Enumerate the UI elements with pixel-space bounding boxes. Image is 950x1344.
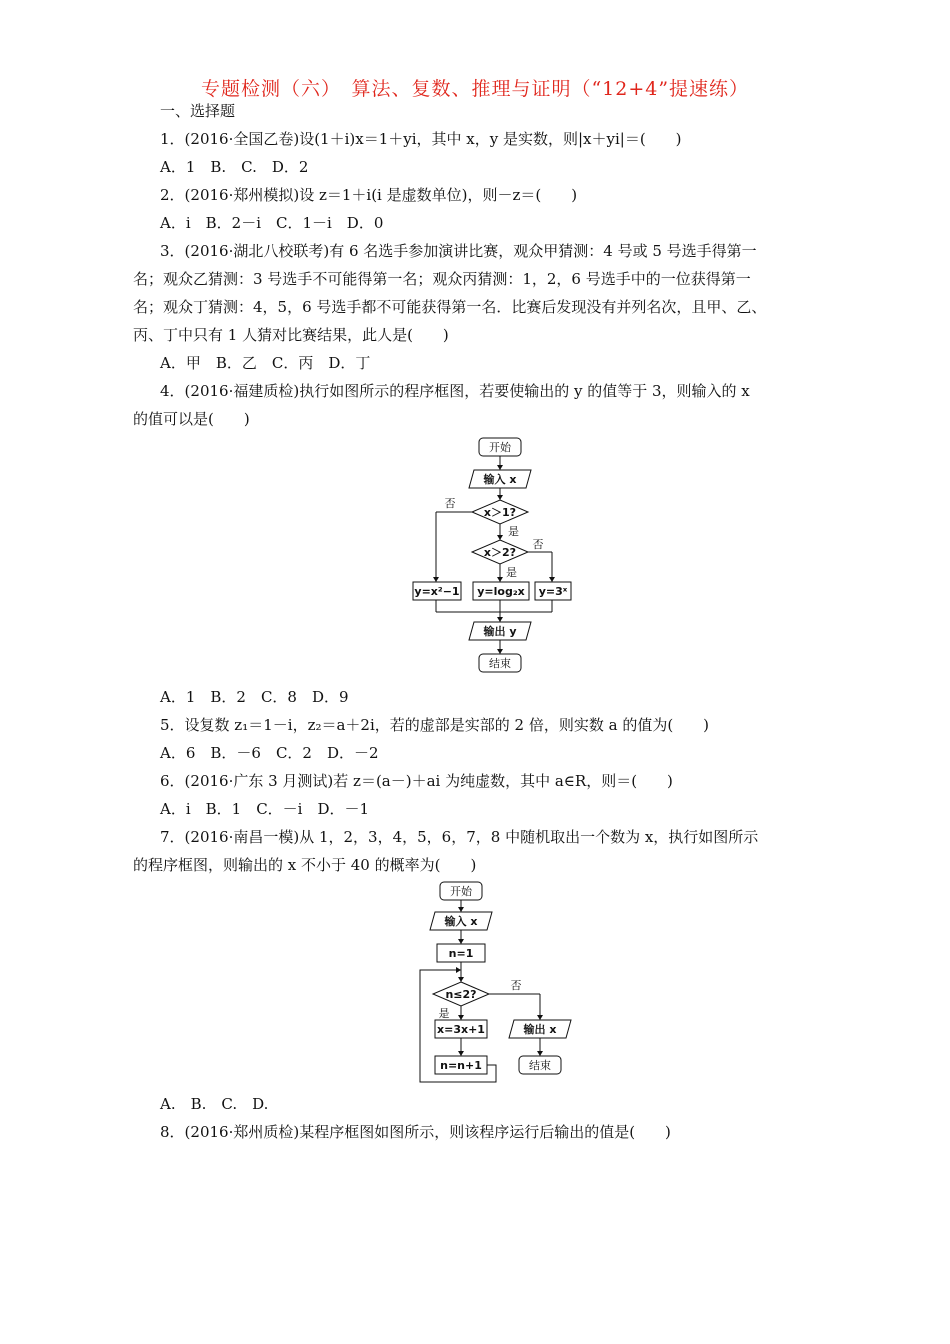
q8-stem: 8．(2016·郑州质检)某程序框图如图所示，则该程序运行后输出的值是( ) bbox=[160, 1123, 671, 1141]
q1-stem: 1．(2016·全国乙卷)设(1＋i)x＝1＋yi，其中 x，y 是实数，则|x＋yi|＝( ) bbox=[160, 130, 682, 148]
fc2-init-label: n=1 bbox=[448, 947, 474, 960]
fc2-cond-label: n≤2? bbox=[445, 988, 477, 1001]
fc2-no-label: 否 bbox=[510, 979, 522, 992]
q5-options: A．6 B．－6 C．2 D．－2 bbox=[160, 744, 379, 762]
q2-stem: 2．(2016·郑州模拟)设 z＝1＋i(i 是虚数单位)，则－z＝( ) bbox=[160, 186, 578, 204]
q4-stem-line2: 的值可以是( ) bbox=[133, 410, 250, 428]
page-title: 专题检测（六） 算法、复数、推理与证明（“12+4”提速练） bbox=[200, 78, 750, 100]
fc2-yes-label: 是 bbox=[438, 1007, 450, 1020]
q5-stem: 5．设复数 z₁＝1－i，z₂＝a＋2i，若的虚部是实部的 2 倍，则实数 a 的值为( ) bbox=[160, 716, 710, 734]
fc2-output-label: 输出 x bbox=[523, 1023, 557, 1036]
fc2-input-label: 输入 x bbox=[444, 915, 478, 928]
fc1-no-label-1: 否 bbox=[444, 497, 456, 510]
section-heading: 一、选择题 bbox=[160, 102, 236, 120]
fc1-box-right-label: y=3ˣ bbox=[538, 585, 568, 598]
flowchart-q7-diagram bbox=[410, 878, 580, 1088]
fc1-input-label: 输入 x bbox=[483, 473, 517, 486]
q7-stem-line1: 7．(2016·南昌一模)从 1，2，3，4，5，6，7，8 中随机取出一个数为 x，执行如图所示 bbox=[160, 828, 759, 846]
fc1-box-mid-label: y=log₂x bbox=[477, 585, 525, 598]
q7-options: A. B. C. D. bbox=[160, 1095, 269, 1113]
q3-stem-line2: 名；观众乙猜测：3 号选手不可能得第一名；观众丙猜测：1，2，6 号选手中的一位获得第一 bbox=[133, 270, 751, 288]
q3-options: A．甲 B．乙 C．丙 D．丁 bbox=[160, 354, 371, 372]
fc1-end-label: 结束 bbox=[489, 657, 511, 670]
fc1-no-label-2: 否 bbox=[532, 538, 544, 551]
q4-options: A．1 B．2 C．8 D．9 bbox=[160, 688, 349, 706]
fc1-yes-label-2: 是 bbox=[506, 566, 517, 579]
fc1-box-left-label: y=x²−1 bbox=[414, 585, 460, 598]
fc1-start-label: 开始 bbox=[489, 441, 511, 454]
fc1-output-label: 输出 y bbox=[483, 625, 517, 638]
flowchart-q4 bbox=[400, 432, 580, 682]
q2-options: A．i B．2－i C．1－i D．0 bbox=[160, 214, 384, 232]
flowchart-q4-diagram bbox=[400, 432, 580, 682]
flowchart-q7 bbox=[410, 878, 580, 1088]
q3-stem-line4: 丙、丁中只有 1 人猜对比赛结果，此人是( ) bbox=[133, 326, 449, 344]
q6-stem: 6．(2016·广东 3 月测试)若 z＝(a－)＋ai 为纯虚数，其中 a∈R，则＝( ) bbox=[160, 772, 673, 790]
fc1-yes-label-1: 是 bbox=[508, 525, 519, 538]
fc1-cond2-label: x＞2? bbox=[483, 546, 517, 559]
q3-stem-line1: 3．(2016·湖北八校联考)有 6 名选手参加演讲比赛，观众甲猜测：4 号或 5 号选手得第一 bbox=[160, 242, 757, 260]
fc2-start-label: 开始 bbox=[450, 885, 472, 898]
fc2-end-label: 结束 bbox=[529, 1059, 551, 1072]
q7-stem-line2: 的程序框图，则输出的 x 不小于 40 的概率为( ) bbox=[133, 856, 477, 874]
q3-stem-line3: 名；观众丁猜测：4，5，6 号选手都不可能获得第一名．比赛后发现没有并列名次，且甲、乙、 bbox=[133, 298, 767, 316]
q4-stem-line1: 4．(2016·福建质检)执行如图所示的程序框图，若要使输出的 y 的值等于 3，则输入的 x bbox=[160, 382, 750, 400]
fc1-cond1-label: x＞1? bbox=[483, 506, 517, 519]
fc2-step2-label: n=n+1 bbox=[440, 1059, 482, 1072]
q6-options: A．i B．1 C．－i D．－1 bbox=[160, 800, 370, 818]
fc2-step1-label: x=3x+1 bbox=[437, 1023, 485, 1036]
q1-options: A．1 B. C. D．2 bbox=[160, 158, 309, 176]
